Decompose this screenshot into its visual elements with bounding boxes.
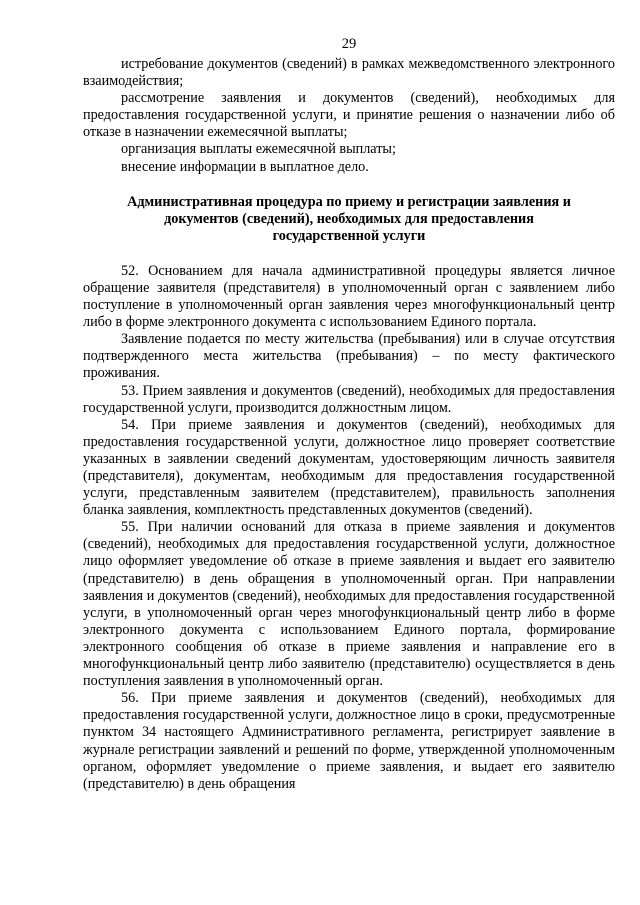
body-paragraph-56: 56. При приеме заявления и документов (сведений), необходимых для предоставления государственной услуги, должностное лицо в сроки, предусмотренные пунктом 34 настоящего Административного регламента, регистрирует заявление в журнале регистрации заявлений и решений по форме, утвержденной уполномоченным органом, оформляет уведомление о приеме заявления, и выдает его заявителю (представителю) в день обращения (83, 690, 615, 792)
intro-paragraph: рассмотрение заявления и документов (сведений), необходимых для предоставления государственной услуги, и принятие решения о назначении либо об отказе в назначении ежемесячной выплаты; (83, 90, 615, 141)
body-paragraph-residence: Заявление подается по месту жительства (пребывания) или в случае отсутствия подтвержденного места жительства (пребывания) – по месту фактического проживания. (83, 331, 615, 382)
section-heading: Административная процедура по приему и регистрации заявления и документов (сведений), необходимых для предоставления государственной услуги (127, 193, 571, 245)
intro-paragraph: внесение информации в выплатное дело. (121, 158, 369, 175)
document-page (83, 36, 615, 793)
body-paragraph-53: 53. Прием заявления и документов (сведений), необходимых для предоставления государственной услуги, производится должностным лицом. (83, 382, 615, 416)
page-number: 29 (341, 36, 357, 52)
body-paragraph-52: 52. Основанием для начала административной процедуры является личное обращение заявителя (представителя) в уполномоченный орган с заявлением либо поступление в уполномоченный орган заявления через многофункциональный центр либо в форме электронного документа с использованием Единого портала. (83, 262, 615, 331)
intro-paragraph: организация выплаты ежемесячной выплаты; (121, 141, 396, 158)
intro-paragraph: истребование документов (сведений) в рамках межведомственного электронного взаимодействия; (83, 56, 615, 90)
body-paragraph-55: 55. При наличии оснований для отказа в приеме заявления и документов (сведений), необходимых для предоставления государственной услуги, должностное лицо оформляет уведомление об отказе в приеме заявления и выдает его заявителю (представителю) в день обращения в уполномоченный орган. При направлении заявления и документов (сведений), необходимых для предоставления государственной услуги, в уполномоченный орган через многофункциональный центр либо в форме электронного документа с использованием Единого портала, формирование электронного сообщения об отказе в приеме заявления и направление его в многофункциональный центр либо заявителю (представителю) осуществляется в день поступления заявления в уполномоченный орган. (83, 519, 615, 690)
body-paragraph-54: 54. При приеме заявления и документов (сведений), необходимых для предоставления государственной услуги, должностное лицо проверяет соответствие указанных в заявлении сведений документам, удостоверяющим личность заявителя (представителя), документам, необходимым для предоставления государственной услуги, представленным заявителем (представителем), правильность заполнения бланка заявления, комплектность представленных документов (сведений). (83, 416, 615, 519)
